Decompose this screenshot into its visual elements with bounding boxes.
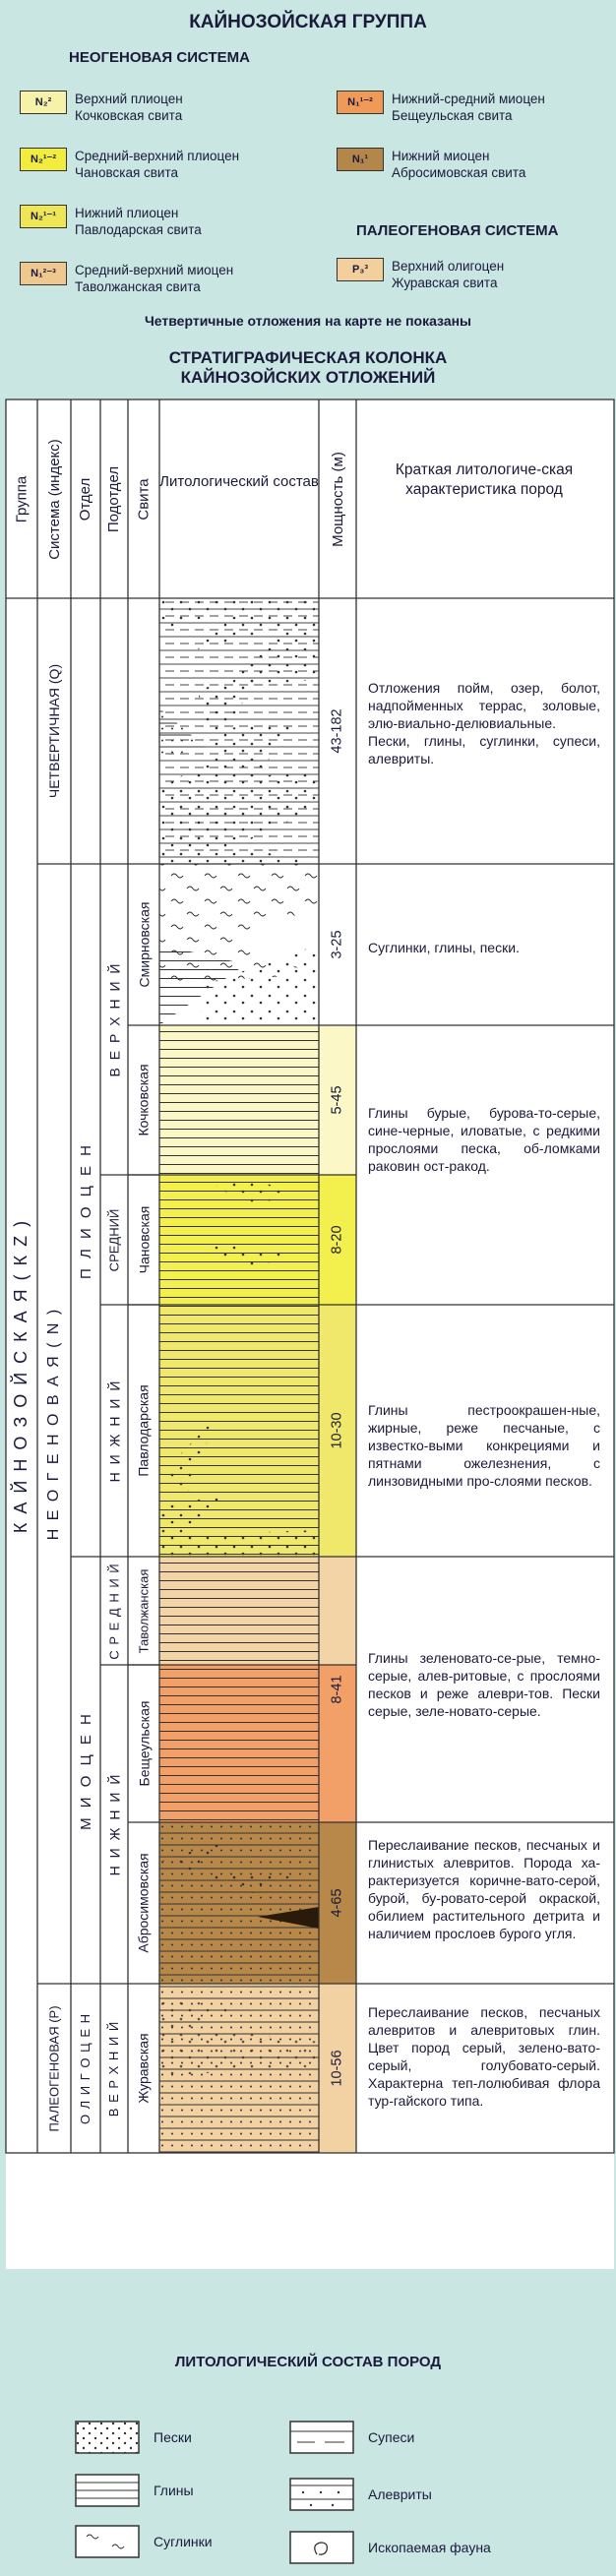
loams-icon	[75, 2525, 140, 2558]
legend-line2: Кочковская свита	[75, 108, 183, 123]
lith-legend-loams	[75, 2525, 213, 2558]
thickness-quaternary: 43-182	[330, 708, 345, 754]
legend-line1: Верхний плиоцен	[75, 92, 183, 106]
desc-zhurav: Переслаивание песков, песчаных алевритов и алевритовых глин. Цвет пород серый, зелено-вато-серый, голубовато-серый. Характерна теп-лолюбивая флора тур-гайского типа.	[368, 2004, 600, 2109]
thickness-chanov: 8-20	[330, 1225, 345, 1255]
subseries-middle-pliocene: СРЕДНИЙ	[106, 1208, 122, 1271]
legend-line2: Павлодарская свита	[75, 222, 202, 237]
desc-kochkov: Глины бурые, бурова-то-серые, сине-черные, иловатые, с редкими прослоями песка, об-ломками раковин ост-ракод.	[368, 1105, 600, 1174]
lith-legend-label: Глины	[154, 2483, 194, 2498]
legend-line1: Средний-верхний миоцен	[75, 263, 234, 277]
column-title-line1: СТРАТИГРАФИЧЕСКАЯ КОЛОНКА	[168, 348, 448, 367]
system-paleogene: ПАЛЕОГЕНОВАЯ (P)	[46, 2004, 62, 2132]
lith-legend-clays	[75, 2474, 194, 2507]
suite-chanov: Чановская	[136, 1205, 152, 1274]
lith-legend-silts	[289, 2478, 432, 2511]
lith-legend-title: ЛИТОЛОГИЧЕСКИЙ СОСТАВ ПОРОД	[174, 2354, 442, 2370]
system-quaternary: ЧЕТВЕРТИЧНАЯ (Q)	[46, 663, 62, 799]
legend-swatch: N₁²⁻³	[20, 262, 67, 285]
legend-line1: Нижний плиоцен	[75, 206, 179, 220]
group-title: КАЙНОЗОЙСКАЯ ГРУППА	[189, 12, 427, 32]
subseries-lower-miocene: Н И Ж Н И Й	[106, 1772, 123, 1876]
legend-swatch: N₂¹⁻²	[20, 148, 67, 171]
series-miocene: М И О Ц Е Н	[77, 1710, 94, 1830]
suite-abrosim: Абросимовская	[136, 1853, 152, 1953]
thickness-tavolzhan-beshcheul: 8-41	[330, 1675, 345, 1704]
lith-legend-fauna	[289, 2531, 491, 2564]
suite-pavlodar: Павлодарская	[136, 1384, 152, 1477]
thickness-smirnov: 3-25	[330, 930, 345, 959]
subseries-lower-pliocene: Н И Ж Н И Й	[106, 1379, 123, 1483]
subseries-upper-oligocene: В Е Р Х Н И Й	[106, 2020, 122, 2116]
lith-legend-label: Суглинки	[154, 2534, 213, 2549]
suite-beshcheul: Бещеульская	[136, 1700, 153, 1787]
silts-icon	[289, 2478, 354, 2511]
thickness-zhurav: 10-56	[330, 2050, 345, 2087]
lith-legend-label: Ископаемая фауна	[368, 2540, 491, 2555]
series-oligocene: О Л И Г О Ц Е Н	[78, 2012, 93, 2124]
suite-smirnov: Смирновская	[136, 901, 153, 988]
legend-line2: Журавская свита	[392, 276, 498, 290]
header-thickness: Мощность (м)	[329, 451, 346, 547]
system-neogene: Н Е О Г Е Н О В А Я ( N )	[45, 1307, 62, 1541]
thickness-pavlodar: 10-30	[330, 1412, 345, 1449]
legend-line1: Нижний миоцен	[392, 149, 490, 163]
subseries-middle-miocene: С Р Е Д Н И Й	[106, 1562, 122, 1660]
header-litho: Литологический состав	[159, 473, 319, 490]
neogene-title: НЕОГЕНОВАЯ СИСТЕМА	[69, 49, 250, 66]
clays-icon	[75, 2474, 140, 2507]
header-series: Отдел	[77, 477, 94, 521]
sands-icon	[75, 2421, 140, 2454]
sandy-loams-icon	[289, 2421, 354, 2454]
suite-tavolzhan: Таволжанская	[136, 1568, 152, 1653]
legend-swatch: N₂¹⁻¹	[20, 205, 67, 228]
header-system: Система (индекс)	[45, 438, 63, 560]
header-subseries: Подотдел	[105, 465, 123, 532]
legend-swatch: N₁¹⁻²	[337, 91, 384, 114]
thickness-abrosim: 4-65	[330, 1888, 345, 1918]
legend-line2: Абросимовская свита	[392, 165, 526, 180]
legend-line1: Верхний олигоцен	[392, 259, 505, 274]
group-label: К А Й Н О З О Й С К А Я ( К Z )	[11, 1218, 31, 1533]
desc-abrosim: Переслаивание песков, песчаных и глинистых алевритов. Порода ха-рактеризуется коричне-вато-серой, бурой, бу-ровато-серой окраской, обилием растительного детрита и наличием прослоев бурого угля.	[368, 1837, 600, 1941]
subseries-upper-pliocene: В Е Р Х Н И Й	[106, 961, 122, 1077]
lith-legend-sands	[75, 2421, 192, 2454]
desc-quaternary: Отложения пойм, озер, болот, надпойменных террас, золовые, элю-виально-делювиальные. Пески, глины, суглинки, супеси, алевриты.	[368, 680, 600, 767]
legend-line2: Таволжанская свита	[75, 279, 201, 294]
legend-swatch: P₃³	[337, 258, 384, 281]
column-title-line2: КАЙНОЗОЙСКИХ ОТЛОЖЕНИЙ	[180, 368, 436, 387]
litho-column	[159, 598, 319, 2153]
suite-zhurav: Журавская	[136, 2033, 153, 2104]
legend-swatch: N₁¹	[337, 148, 384, 171]
paleogene-title: ПАЛЕОГЕНОВАЯ СИСТЕМА	[356, 222, 559, 239]
quaternary-note: Четвертичные отложения на карте не показаны	[144, 313, 472, 329]
legend-line1: Средний-верхний плиоцен	[75, 149, 240, 163]
lith-legend-label: Супеси	[368, 2429, 415, 2445]
suite-kochkov: Кочковская	[136, 1064, 153, 1136]
desc-tavolzhan-beshcheul: Глины зеленовато-се-рые, темно-серые, алев-ритовые, с прослоями песков и реже алеври-тов. Пески серые, зеле-новато-серые.	[368, 1650, 600, 1719]
lith-legend-sandy-loams	[289, 2421, 414, 2454]
fossil-shell-icon	[289, 2531, 354, 2564]
header-suite: Свита	[135, 477, 153, 521]
header-group: Группа	[13, 475, 31, 522]
desc-pavlodar: Глины пестроокрашен-ные, жирные, реже песчаные, с известко-выми конкрециями и пятнами ожелезнения, с линзовидными про-слоями песков.	[368, 1402, 600, 1489]
legend-swatch: N₂²	[20, 91, 67, 114]
header-description: Краткая литологиче-ская характеристика пород	[395, 461, 574, 498]
series-pliocene: П Л И О Ц Е Н	[77, 1141, 94, 1279]
thickness-kochkov: 5-45	[330, 1085, 345, 1115]
legend-line2: Бещеульская свита	[392, 108, 513, 123]
legend-line1: Нижний-средний миоцен	[392, 92, 545, 106]
lith-legend-label: Алевриты	[368, 2486, 432, 2502]
legend-line2: Чановская свита	[75, 165, 179, 180]
desc-smirnov: Суглинки, глины, пески.	[368, 940, 520, 955]
lith-legend-label: Пески	[154, 2429, 192, 2445]
